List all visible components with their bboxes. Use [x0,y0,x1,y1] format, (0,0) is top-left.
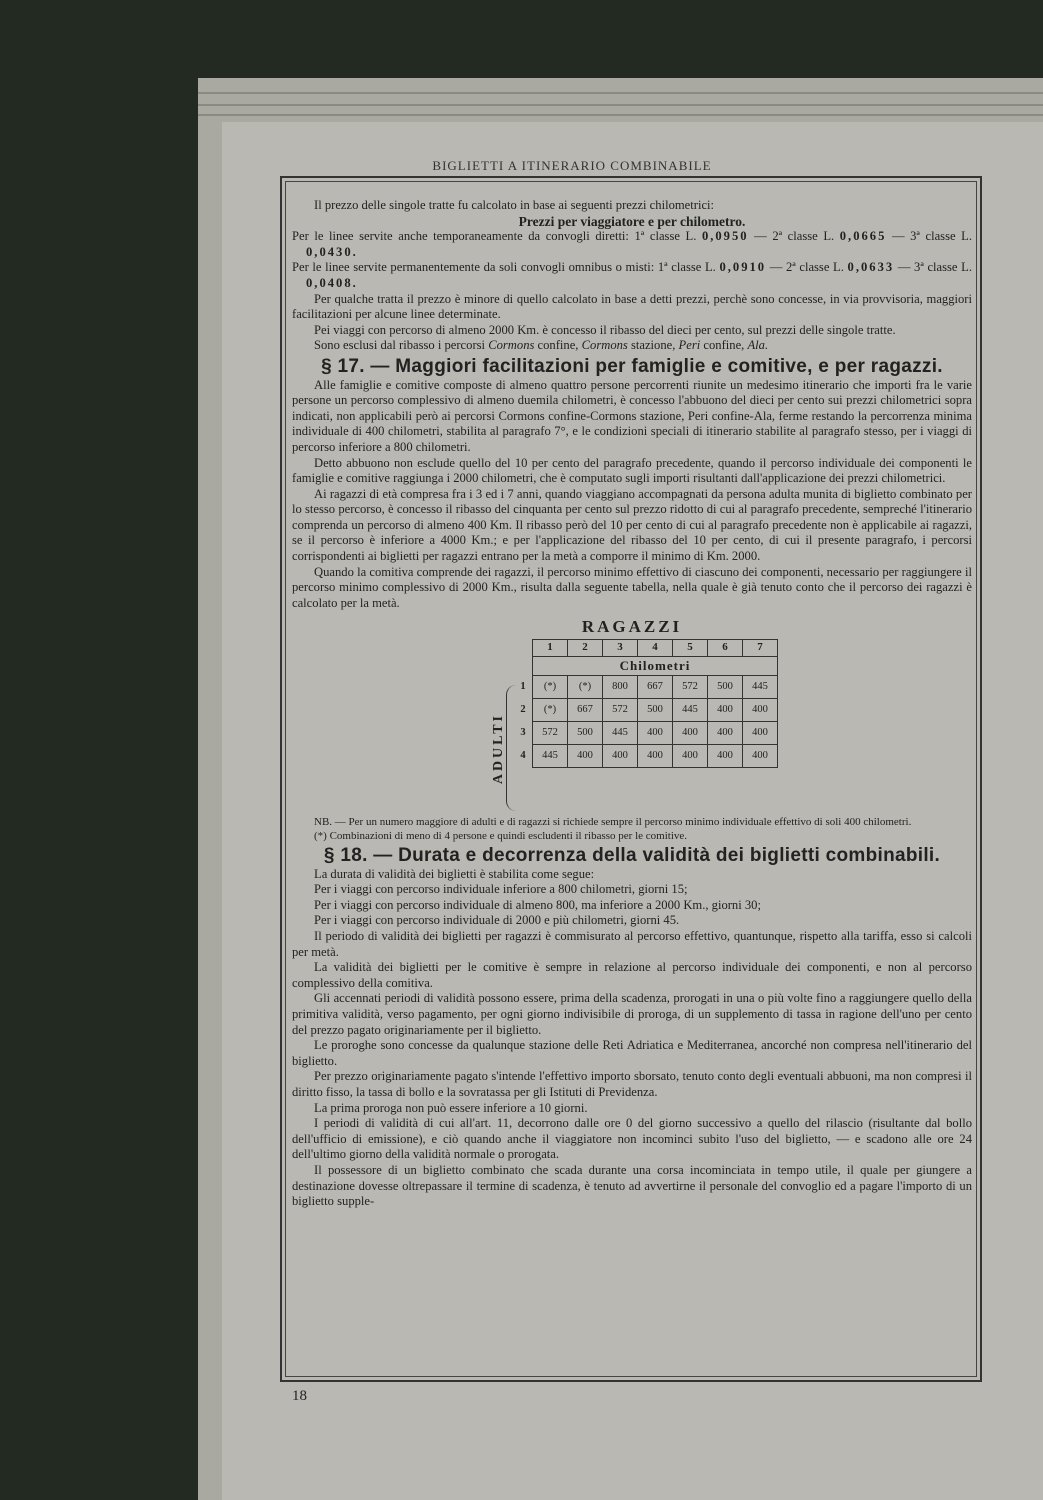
list-item: Per i viaggi con percorso individuale di almeno 800, ma inferiore a 2000 Km., giorni 30; [314,897,761,912]
section-18-intro: La durata di validità dei biglietti è stabilita come segue: [314,866,595,881]
section-18-paragraph: Le proroghe sono concesse da qualunque stazione delle Reti Adriatica e Mediterranea, ancorché non compresa nell'itinerario del biglietto. [292,1038,972,1068]
section-18-paragraph: La prima proroga non può essere inferiore a 10 giorni. [314,1100,588,1115]
adulti-label: ADULTI [491,713,507,785]
col-header: 4 [638,640,673,657]
col-header: 7 [743,640,778,657]
ragazzi-table-wrap [292,639,972,815]
col-header: 1 [533,640,568,657]
section-18-paragraph: Il possessore di un biglietto combinato che scada durante una corsa incominciata in tempo utile, il quale per giungere a destinazione dovesse oltrepassare il termine di scadenza, è tenuto ad avvertirne il personale del convoglio ed a pagare l'importo di un biglietto supple- [292,1162,972,1209]
page-number: 18 [292,1388,307,1404]
paragraph-ribasso: Pei viaggi con percorso di almeno 2000 Km. è concesso il ribasso del dieci per cento, sul prezzi delle singole tratte. [314,322,896,337]
col-header: 2 [568,640,603,657]
table-header-row [514,640,778,657]
ragazzi-table [514,639,778,768]
section-17-paragraph-3: Ai ragazzi di età compresa fra i 3 ed i 7 anni, quando viaggiano accompagnati da persona adulta munita di biglietto combinato per lo stesso percorso, è concesso il ribasso del cinquanta per cento sul prezzo ridotto di cui al paragrafo precedente, sempreché l'itinerario comprenda un percorso di almeno 400 Km. Il ribasso però del 10 per cento di cui al paragrafo precedente non è applicabile ai ragazzi, se il percorso è inferiore a 4000 Km.; e per l'applicazione del ribasso del 10 per cento, di cui il presente paragrafo, i percorsi corrispondenti ai biglietti per ragazzi entrano per la metà a comporre il minimo di Km. 2000. [292,486,972,564]
section-18-paragraph: Il periodo di validità dei biglietti per ragazzi è commisurato al percorso effettivo, quantunque, rispetto alla tariffa, esso si calcoli per metà. [292,929,972,959]
col-header: 5 [673,640,708,657]
page-edge-line [198,104,1043,106]
page-edge-line [198,114,1043,116]
section-17-paragraph-1: Alle famiglie e comitive composte di almeno quattro persone percorrenti riunite un medesimo itinerario che importi fra le varie persone un percorso complessivo di almeno duemila chilometri, è concesso l'abbuono del dieci per cento sui prezzi chilometrici sopra indicati, non applicabili però ai percorsi Cormons confine-Cormons stazione, Peri confine-Ala, ferme restando la percorrenza minima individuale di 400 chilometri, stabilita al paragrafo 7°, e le condizioni speciali di itinerario stabilite al paragrafo stesso, per i viaggi di percorso inferiore a 800 chilometri. [292,377,972,454]
table-unit-row [514,657,778,676]
table-row: 4 445 400 400 400 400 400 400 [514,745,778,768]
section-17-paragraph-4: Quando la comitiva comprende dei ragazzi, il percorso minimo effettivo di ciascuno dei componenti, necessario per raggiungere il percorso minimo complessivo di 2000 Km., risulta dalla seguente tabella, nella quale è già tenuto conto che il percorso dei ragazzi è calcolato per la metà. [292,564,972,610]
section-18-paragraph: Per prezzo originariamente pagato s'intende l'effettivo importo sborsato, tenuto conto degli eventuali abbuoni, ma non compresi il diritto fisso, la tassa di bollo e la sovratassa per gli Istituti di Previdenza. [292,1069,972,1099]
section-17-paragraph-2: Detto abbuono non esclude quello del 10 per cento del paragrafo precedente, quando il percorso individuale dei componenti le famiglie e comitive raggiunga i 2000 chilometri, che è computato sugli importi risultanti dall'applicazione dei prezzi chilometrici. [292,455,972,486]
prices-omnibus-trains: Per le linee servite permanentemente da soli convogli omnibus o misti: 1ª classe L. 0,0910 — 2ª classe L. 0,0633 — 3ª classe L. 0,0408. [292,260,972,290]
section-18-title: § 18. — Durata e decorrenza della validità dei biglietti combinabili. [323,845,941,867]
list-item: Per i viaggi con percorso individuale inferiore a 800 chilometri, giorni 15; [314,882,688,897]
paragraph-tratta: Per qualche tratta il prezzo è minore di quello calcolato in base a detti prezzi, perchè sono concesse, in via provvisoria, maggiori facilitazioni per alcune linee determinate. [292,291,972,322]
list-item: Per i viaggi con percorso individuale di 2000 e più chilometri, giorni 45. [314,913,680,928]
col-header: 6 [708,640,743,657]
col-header: 3 [603,640,638,657]
note-nb: NB. — Per un numero maggiore di adulti e di ragazzi si richiede sempre il percorso minimo individuale effettivo di soli 400 chilometri. [314,816,912,829]
unit-label: Chilometri [533,657,778,676]
running-head: BIGLIETTI A ITINERARIO COMBINABILE [432,158,712,173]
prices-direct-trains: Per le linee servite anche temporaneamente da convogli diretti: 1ª classe L. 0,0950 — 2ª classe L. 0,0665 — 3ª classe L. 0,0430. [292,229,972,259]
table-row: 1 (*) (*) 800 667 572 500 445 [514,676,778,699]
note-asterisk: (*) Combinazioni di meno di 4 persone e quindi escludenti il ribasso per le comitive. [314,830,688,843]
table-title: RAGAZZI [581,617,683,637]
intro-paragraph: Il prezzo delle singole tratte fu calcolato in base ai seguenti prezzi chilometrici: [314,198,715,212]
page-edge-line [198,92,1043,94]
section-18-paragraph: La validità dei biglietti per le comitive è sempre in relazione al percorso individuale dei componenti, e non al percorso complessivo della comitiva. [292,960,972,990]
table-row: 2 (*) 667 572 500 445 400 400 [514,699,778,722]
table-row: 3 572 500 445 400 400 400 400 [514,722,778,745]
prices-title: Prezzi per viaggiatore e per chilometro. [518,213,746,229]
section-18-paragraph: Gli accennati periodi di validità possono essere, prima della scadenza, prorogati in una o più volte fino a raggiungere quello della primitiva validità, verso pagamento, per ogni giorno indivisibile di proroga, di un supplemento di tassa in ragione dell'uno per cento del prezzo pagato originariamente per il biglietto. [292,991,972,1037]
paragraph-esclusi: Sono esclusi dal ribasso i percorsi Cormons confine, Cormons stazione, Peri confine, Ala. [314,338,769,353]
section-18-paragraph: I periodi di validità di cui all'art. 11, decorrono dalle ore 0 del giorno successivo a quello del rilascio (risultante dal bollo dell'ufficio di emissione), e ciò quando anche il viaggiatore non incominci subito l'uso del biglietto, — e scadono alle ore 24 dell'ultimo giorno della validità normale o prorogata. [292,1116,972,1162]
section-17-title: § 17. — Maggiori facilitazioni per famiglie e comitive, e per ragazzi. [321,355,943,377]
page-content [292,198,972,1210]
